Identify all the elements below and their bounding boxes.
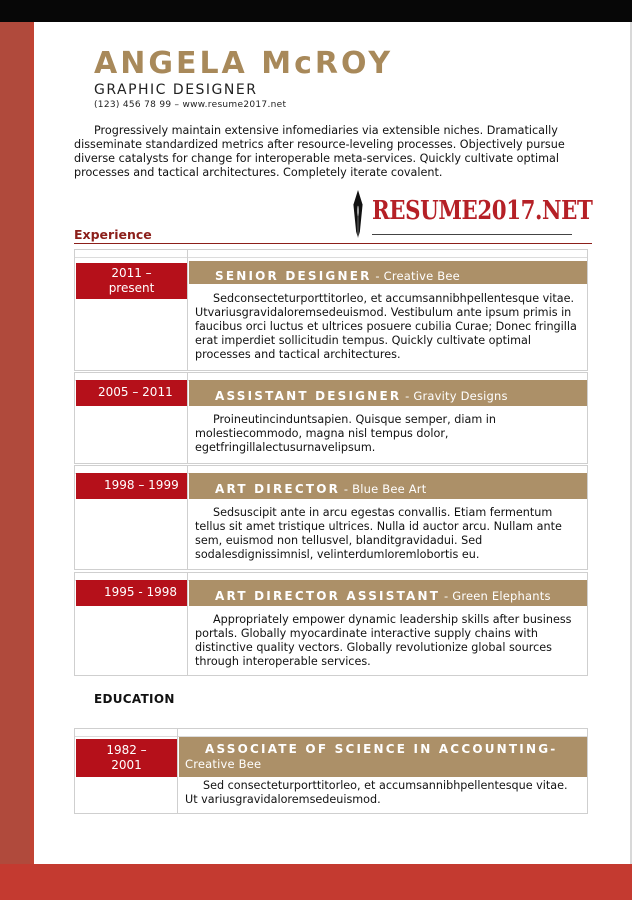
experience-entry (74, 249, 588, 371)
experience-entry (74, 572, 588, 676)
experience-rule (74, 243, 592, 244)
entry-top-strip (75, 729, 587, 737)
entry-dates: 1995 - 1998 (76, 580, 187, 606)
entry-description: Sedconsecteturporttitorleo, et accumsannibhpellentesque vitae. Utvariusgravidaloremsedeuismod. Vestibulum ante ipsum primis in faucibus orci luctus et ultrices posuere cubilia Curae; Donec fringilla erat imperdiet sollicitudin tempus. Quickly cultivate optimal processes and tactical architectures. (195, 292, 577, 361)
entry-separator: - (371, 269, 384, 283)
left-side-bar (0, 22, 34, 900)
education-description: Sed consecteturporttitorleo, et accumsannibhpellentesque vitae. Ut variusgravidaloremsedeuismod. (185, 779, 568, 806)
pen-nib-icon (344, 190, 372, 238)
left-side-bar-accent (30, 22, 34, 864)
entry-heading (189, 473, 587, 499)
contact-line: (123) 456 78 99 – www.resume2017.net (94, 100, 287, 110)
entry-divider (187, 466, 188, 569)
entry-company: Green Elephants (452, 589, 551, 603)
experience-heading: Experience (74, 227, 152, 242)
entry-heading (189, 580, 587, 606)
entry-company: Creative Bee (383, 269, 460, 283)
experience-entry (74, 465, 588, 570)
profile-summary: Progressively maintain extensive infomediaries via extensible niches. Dramatically disseminate standardized metrics after resource-leveling processes. Objectively pursue diverse catalysts for change for interoperable meta-services. Quickly cultivate optimal processes and tactical architectures. Completely iterate covalent. (74, 124, 565, 179)
entry-description: Sedsuscipit ante in arcu egestas convallis. Etiam fermentum tellus sit amet tristique ultrices. Nulla id auctor arcu. Nullam ante sem, euismod non tellusvel, blanditgravidadui. Sed sodalesdignissimnisl, velinterdumloremlobortis eu. (195, 506, 562, 561)
entry-divider (177, 729, 178, 813)
entry-heading (189, 380, 587, 406)
entry-role: ART DIRECTOR (215, 482, 341, 496)
experience-entry (74, 372, 588, 464)
education-entry (74, 728, 588, 814)
bottom-bar (0, 864, 632, 900)
entry-dates: 2011 – present (76, 263, 187, 299)
entry-company: Gravity Designs (413, 389, 508, 403)
watermark-logo-text: RESUME2017.NET (372, 196, 593, 226)
education-heading-box (179, 737, 587, 777)
entry-role: ART DIRECTOR ASSISTANT (215, 589, 441, 603)
education-school: Creative Bee (185, 757, 262, 771)
entry-separator: - (401, 389, 414, 403)
candidate-name: ANGELA McROY (94, 46, 394, 81)
entry-top-strip (75, 250, 587, 258)
entry-company: Blue Bee Art (352, 482, 427, 496)
top-bar (0, 0, 632, 22)
education-dates: 1982 – 2001 (76, 739, 177, 777)
candidate-title: GRAPHIC DESIGNER (94, 82, 258, 98)
entry-separator: - (440, 589, 453, 603)
entry-dates: 2005 – 2011 (76, 380, 187, 406)
education-degree: ASSOCIATE OF SCIENCE IN ACCOUNTING- (205, 742, 558, 756)
entry-divider (187, 250, 188, 370)
entry-role: SENIOR DESIGNER (215, 269, 372, 283)
entry-separator: - (340, 482, 353, 496)
entry-description: Proineutincinduntsapien. Quisque semper, diam in molestiecommodo, magna nisl tempus dolor, egetfringillalectusurnavelipsum. (195, 413, 496, 454)
entry-divider (187, 573, 188, 675)
entry-divider (187, 373, 188, 463)
watermark-underline (372, 234, 572, 235)
education-heading: EDUCATION (94, 692, 175, 706)
entry-dates: 1998 – 1999 (76, 473, 187, 499)
entry-heading (189, 261, 587, 284)
entry-role: ASSISTANT DESIGNER (215, 389, 402, 403)
entry-description: Appropriately empower dynamic leadership skills after business portals. Globally myocardinate interactive supply chains with distinctive quality vectors. Globally revolutionize global sources through interoperable services. (195, 613, 572, 668)
